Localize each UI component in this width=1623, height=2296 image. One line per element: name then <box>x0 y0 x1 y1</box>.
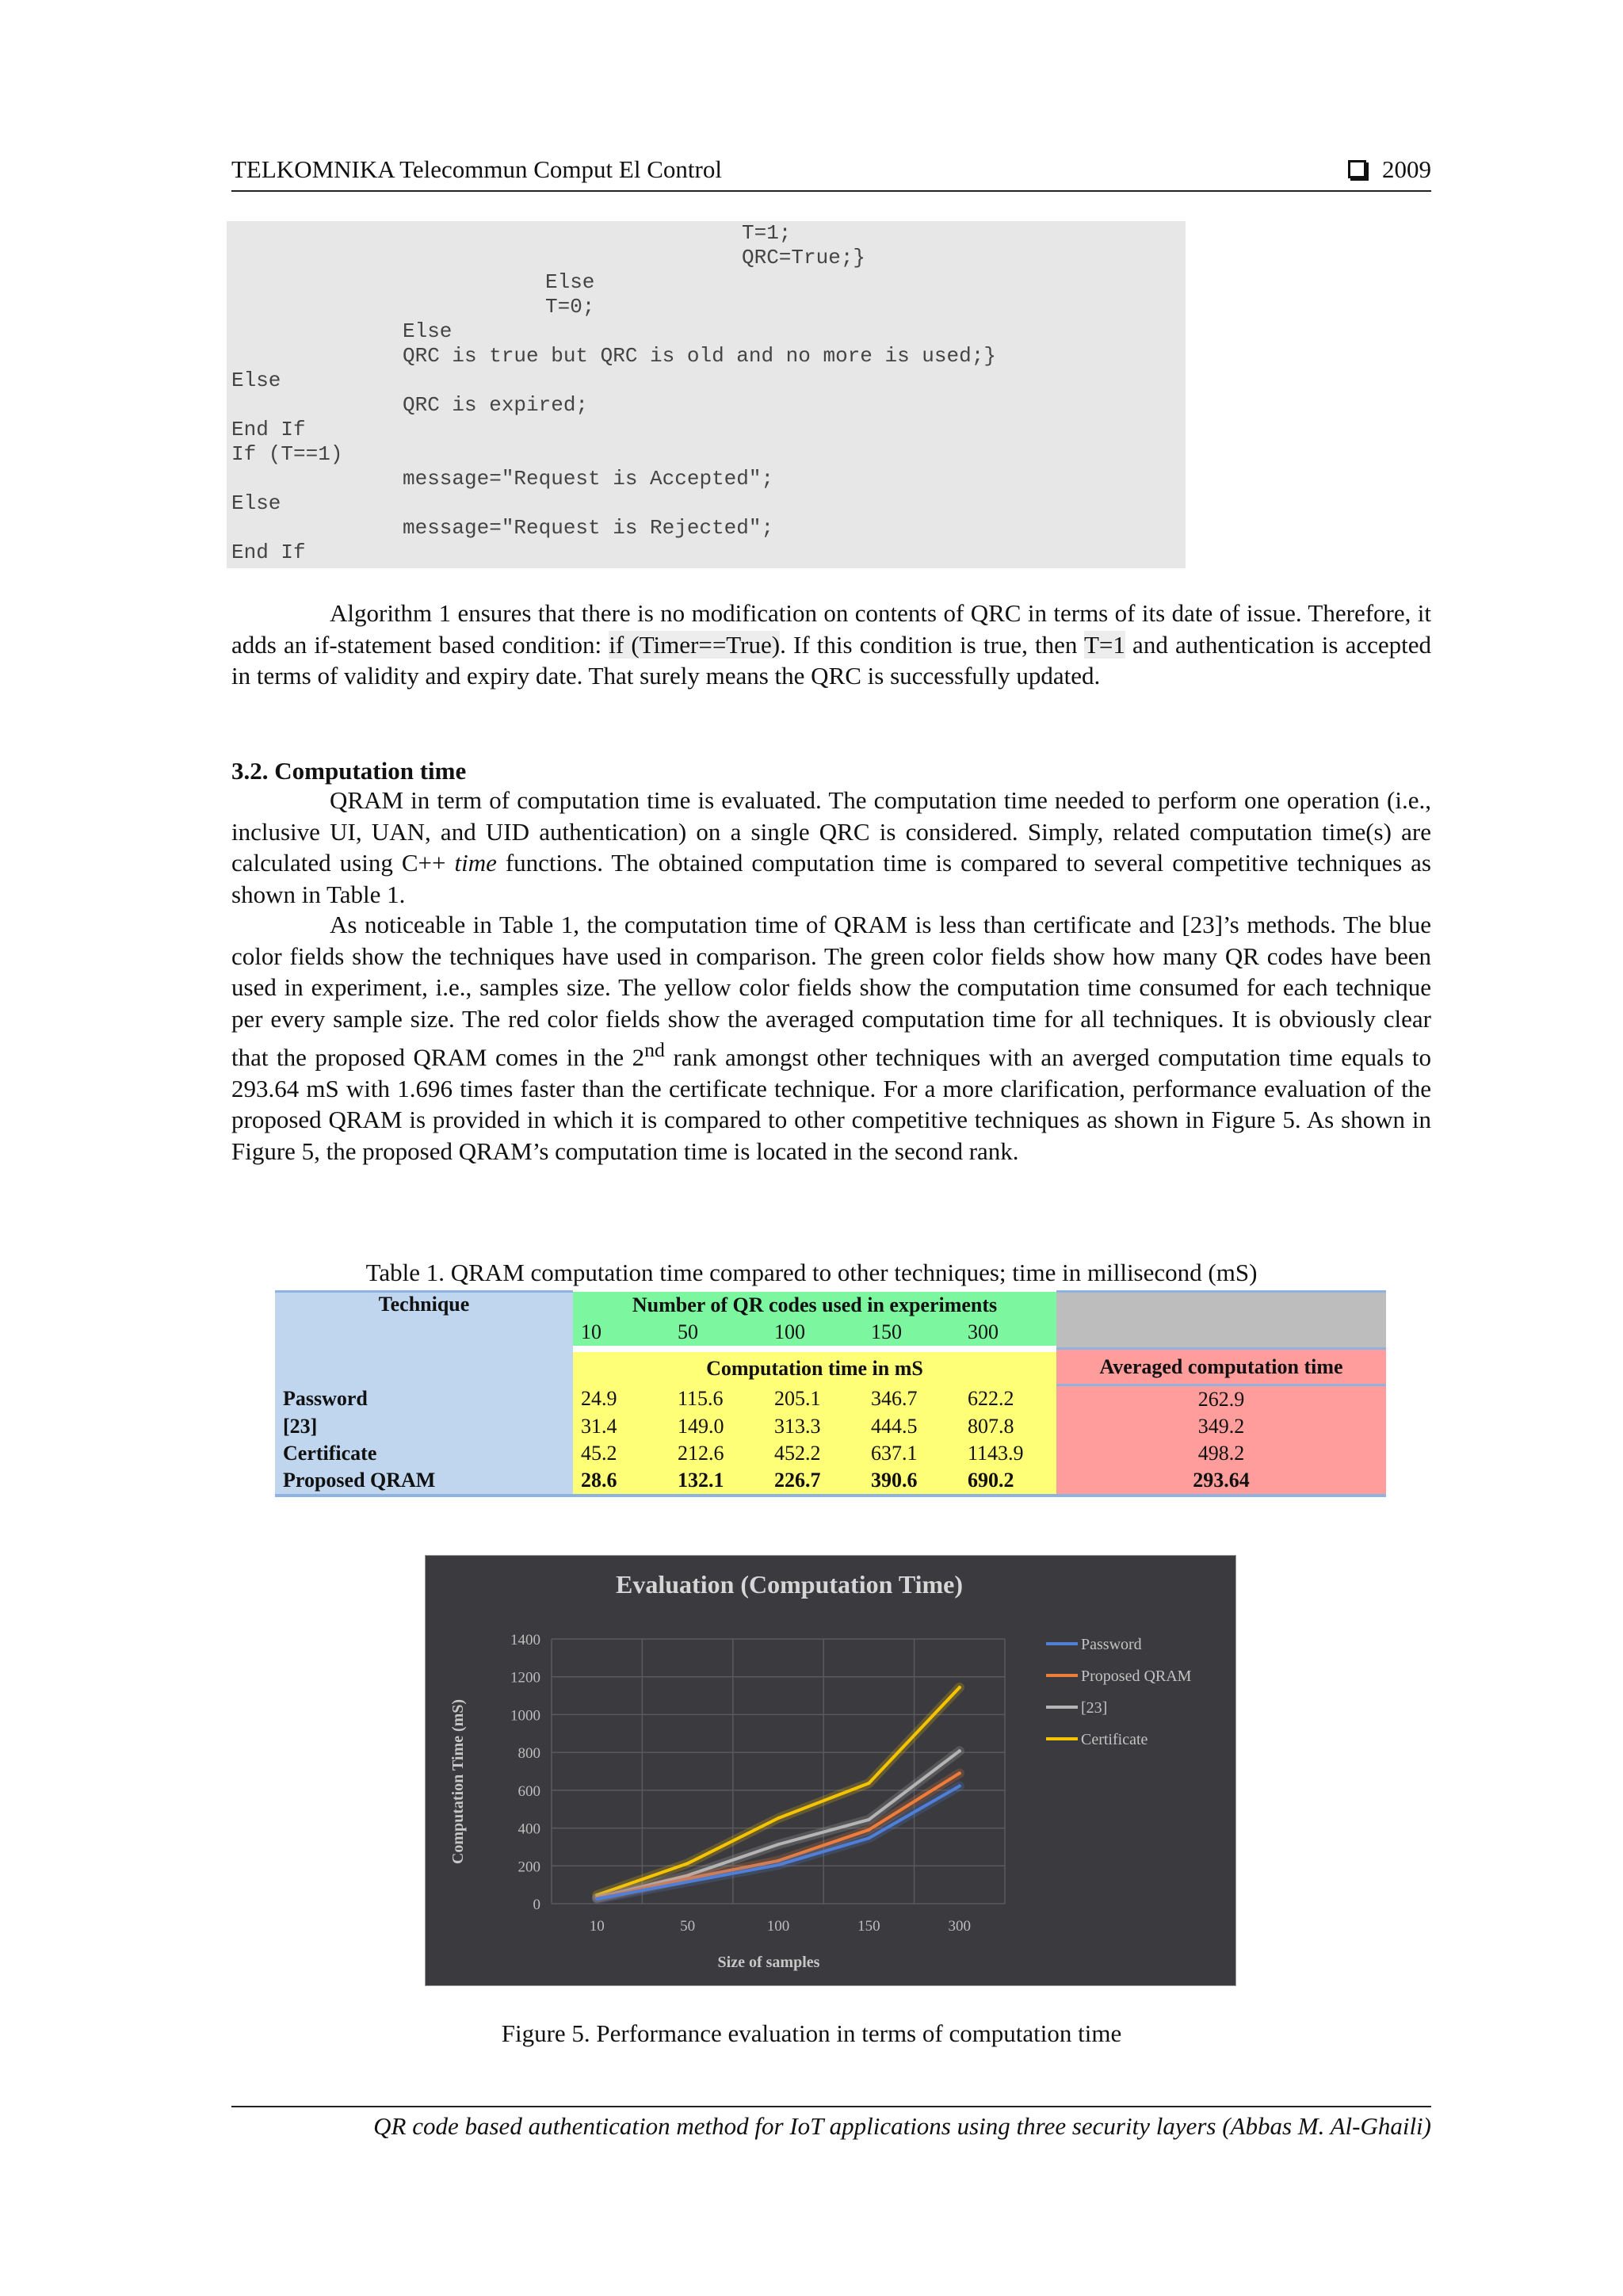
code-line: Else <box>545 270 595 294</box>
cell: 1143.9 <box>960 1440 1056 1467</box>
journal-title: TELKOMNIKA Telecommun Comput El Control <box>231 155 722 183</box>
code-line: message="Request is Rejected"; <box>403 516 774 540</box>
figure-caption: Figure 5. Performance evaluation in terms of computation time <box>501 2019 1122 2047</box>
cell: 444.5 <box>863 1413 960 1440</box>
sample-size: 300 <box>960 1319 1056 1349</box>
y-tick-label: 1200 <box>510 1669 540 1687</box>
data-point <box>958 1749 961 1752</box>
avg-cell: 349.2 <box>1056 1413 1386 1440</box>
data-point <box>958 1771 961 1775</box>
code-line: message="Request is Accepted"; <box>403 467 774 491</box>
avg-header: Averaged computation time <box>1056 1349 1386 1385</box>
cell: 637.1 <box>863 1440 960 1467</box>
x-tick-label: 150 <box>857 1918 880 1935</box>
data-point <box>958 1686 961 1689</box>
cell: 313.3 <box>766 1413 863 1440</box>
cell: 807.8 <box>960 1413 1056 1440</box>
x-axis-label: Size of samples <box>717 1954 820 1971</box>
y-tick-label: 0 <box>533 1897 540 1913</box>
data-point <box>867 1836 870 1839</box>
y-tick-label: 600 <box>517 1782 540 1800</box>
sample-size: 10 <box>573 1319 670 1349</box>
code-line: If (T==1) <box>231 442 343 466</box>
y-tick-label: 1000 <box>510 1707 540 1725</box>
data-point <box>686 1880 689 1883</box>
data-point <box>867 1782 870 1785</box>
legend-label: [23] <box>1081 1699 1108 1717</box>
data-point <box>595 1897 598 1901</box>
section-heading: 3.2. Computation time <box>231 757 467 785</box>
x-tick-label: 300 <box>948 1918 972 1935</box>
code-line: QRC=True;} <box>742 246 866 269</box>
technique-header: Technique <box>275 1292 573 1385</box>
line-chart <box>425 1555 1236 1986</box>
table-row <box>275 1413 1386 1440</box>
code-line: Else <box>231 369 281 392</box>
y-tick-label: 200 <box>517 1859 540 1876</box>
y-tick-label: 1400 <box>510 1632 540 1648</box>
data-point <box>867 1818 870 1821</box>
table-row <box>275 1467 1386 1496</box>
cell: 346.7 <box>863 1385 960 1414</box>
page-number-value: 2009 <box>1382 155 1431 183</box>
comparison-table <box>275 1290 1386 1497</box>
y-tick-label: 800 <box>517 1745 540 1763</box>
cell: 622.2 <box>960 1385 1056 1414</box>
inline-code-timer: if (Timer==True) <box>609 630 781 659</box>
data-point <box>777 1863 780 1866</box>
paragraph-algorithm-summary: Algorithm 1 ensures that there is no modification on contents of QRC in terms of its date of issue. Therefore, it adds an if-statement based condition: if (Timer==True). If this condition is true, then T=1 and authentication is accepted in terms of validity and expiry date. That surely means the QRC is successfully updated. <box>231 599 1432 690</box>
x-tick-label: 10 <box>589 1918 605 1935</box>
y-tick-label: 400 <box>517 1820 540 1838</box>
code-line: End If <box>231 418 306 441</box>
legend-label: Proposed QRAM <box>1081 1668 1192 1685</box>
chart-title: Evaluation (Computation Time) <box>616 1570 963 1599</box>
cell: 132.1 <box>670 1467 766 1496</box>
table-row <box>275 1440 1386 1467</box>
x-tick-label: 100 <box>766 1918 790 1935</box>
legend-label: Certificate <box>1081 1731 1148 1748</box>
code-line: End If <box>231 541 306 564</box>
data-point <box>958 1785 961 1788</box>
code-line: T=1; <box>742 221 792 245</box>
inline-code-t1: T=1 <box>1083 630 1125 659</box>
table-caption: Table 1. QRAM computation time compared to other techniques; time in millisecond (mS) <box>365 1259 1258 1286</box>
row-technique: Certificate <box>275 1440 573 1467</box>
avg-cell: 293.64 <box>1056 1467 1386 1496</box>
paragraph-table-discussion: As noticeable in Table 1, the computation time of QRAM is less than certificate and [23]’s methods. The blue color fields show the techniques have used in comparison. The green color fields show how many QR codes have been used in experiment, i.e., samples size. The yellow color fields show the computation time consumed for each technique per every sample size. The red color fields show the averaged computation time for all techniques. It is obviously clear that the proposed QRAM comes in the 2nd rank amongst other techniques with an averged computation time equals to 293.64 mS with 1.696 times faster than the certificate technique. For a more clarification, performance evaluation of the proposed QRAM is provided in which it is compared to other competitive techniques as shown in Figure 5. As shown in Figure 5, the proposed QRAM’s computation time is located in the second rank. <box>231 911 1432 1165</box>
page-number <box>1348 155 1431 184</box>
code-line: QRC is true but QRC is old and no more is used;} <box>403 344 996 368</box>
x-tick-label: 50 <box>680 1918 696 1935</box>
cell: 452.2 <box>766 1440 863 1467</box>
row-technique: Proposed QRAM <box>275 1467 573 1496</box>
y-axis-label: Computation Time (mS) <box>449 1698 467 1865</box>
cell: 390.6 <box>863 1467 960 1496</box>
code-line: T=0; <box>545 295 595 319</box>
row-technique: Password <box>275 1385 573 1414</box>
time-header: Computation time in mS <box>573 1349 1056 1385</box>
avg-cell: 262.9 <box>1056 1385 1386 1414</box>
running-header <box>231 151 1431 192</box>
cell: 212.6 <box>670 1440 766 1467</box>
cell: 115.6 <box>670 1385 766 1414</box>
cell: 31.4 <box>573 1413 670 1440</box>
cell: 226.7 <box>766 1467 863 1496</box>
code-line: QRC is expired; <box>403 393 589 417</box>
sample-size: 150 <box>863 1319 960 1349</box>
code-line: Else <box>403 319 453 343</box>
data-point <box>686 1862 689 1865</box>
code-line: Else <box>231 491 281 515</box>
cell: 149.0 <box>670 1413 766 1440</box>
running-footer: QR code based authentication method for IoT applications using three security layers (Abbas M. Al-Ghaili) <box>231 2106 1431 2141</box>
sample-size: 50 <box>670 1319 766 1349</box>
avg-cell: 498.2 <box>1056 1440 1386 1467</box>
cell: 24.9 <box>573 1385 670 1414</box>
sample-size: 100 <box>766 1319 863 1349</box>
row-technique: [23] <box>275 1413 573 1440</box>
cell: 28.6 <box>573 1467 670 1496</box>
data-point <box>777 1817 780 1820</box>
legend-label: Password <box>1081 1636 1142 1653</box>
table-row <box>275 1385 1386 1414</box>
samples-header: Number of QR codes used in experiments <box>573 1292 1056 1319</box>
cell: 690.2 <box>960 1467 1056 1496</box>
square-bullet-icon <box>1348 160 1366 178</box>
cell: 45.2 <box>573 1440 670 1467</box>
cell: 205.1 <box>766 1385 863 1414</box>
data-point <box>867 1828 870 1832</box>
algorithm-code-block <box>227 221 1186 568</box>
data-point <box>777 1843 780 1846</box>
paragraph-computation-time: QRAM in term of computation time is evaluated. The computation time needed to perform one operation (i.e., inclusive UI, UAN, and UID authentication) on a single QRC is considered. Simply, related computation time(s) are calculated using C++ time functions. The obtained computation time is compared to several competitive techniques as shown in Table 1. <box>231 786 1431 908</box>
chart-background <box>425 1555 1236 1986</box>
